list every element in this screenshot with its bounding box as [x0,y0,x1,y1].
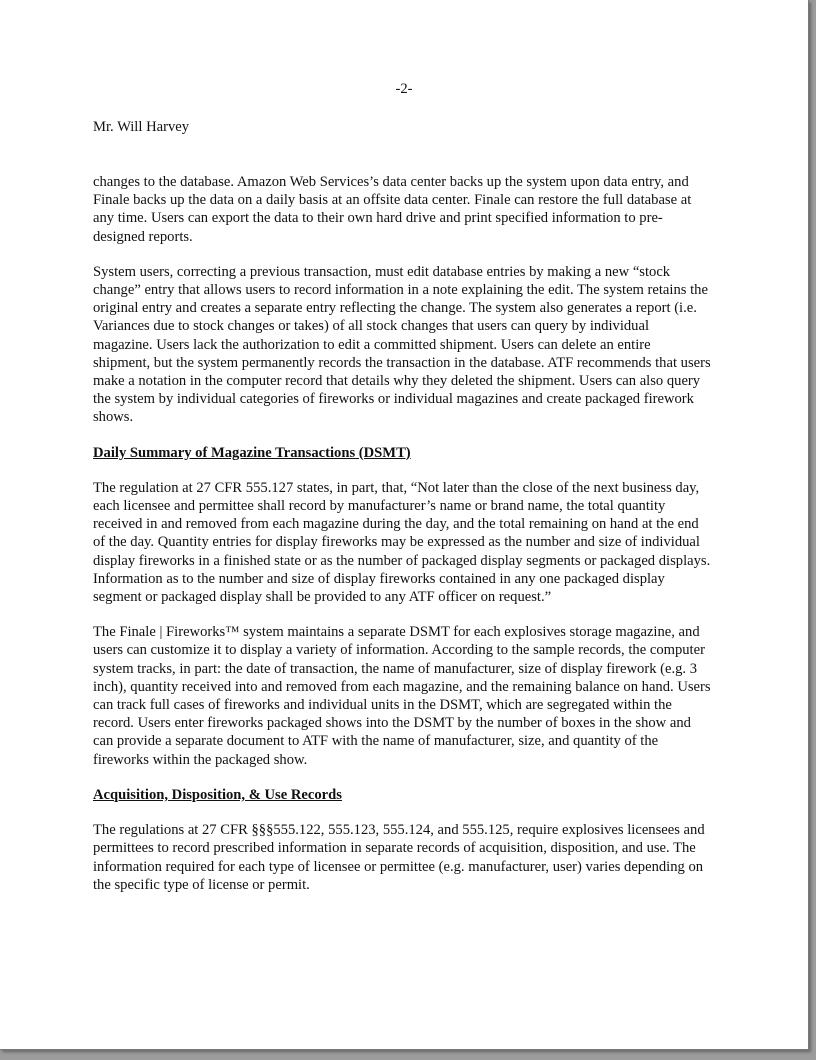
paragraph-backup: changes to the database. Amazon Web Services’s data center backs up the system upon data entry, and Finale backs up the data on a daily basis at an offsite data center. Finale can restore the full database at any time. Users can export the data to their own hard drive and print specified information to pre-designed reports. [93,174,692,245]
section-heading-adu: Acquisition, Disposition, & Use Records [93,786,342,803]
section-heading-dsmt: Daily Summary of Magazine Transactions (DSMT) [93,444,411,461]
paragraph-dsmt-regulation: The regulation at 27 CFR 555.127 states, in part, that, “Not later than the close of the next business day, each licensee and permittee shall record by manufacturer’s name or brand name, the total quantity received in and removed from each magazine during the day, and the total remaining on hand at the end of the day. Quantity entries for display fireworks may be expressed as the number and size of individual display fireworks in a finished state or as the number of packaged display segments or packaged displays. Information as to the number and size of display fireworks contained in any one packaged display segment or packaged display shall be provided to any ATF officer on request.” [93,479,711,606]
paragraph-stock-change: System users, correcting a previous transaction, must edit database entries by making a new “stock change” entry that allows users to record information in a note explaining the edit. The system retains the original entry and creates a separate entry reflecting the change. The system also generates a report (i.e. Variances due to stock changes or takes) of all stock changes that users can query by individual magazine. Users lack the authorization to edit a committed shipment. Users can delete an entire shipment, but the system permanently records the transaction in the database. ATF recommends that users make a notation in the computer record that details why they deleted the shipment. Users can also query the system by individual categories of fireworks or individual magazines and create packaged firework shows. [93,263,711,426]
letter-body [93,173,711,911]
page-number: -2- [395,81,413,97]
addressee-line: Mr. Will Harvey [93,119,190,135]
paragraph-dsmt-system: The Finale | Fireworks™ system maintains a separate DSMT for each explosives storage magazine, and users can customize it to display a variety of information. According to the sample records, the computer system tracks, in part: the date of transaction, the name of manufacturer, size of display firework (e.g. 3 inch), quantity received into and removed from each magazine, and the remaining balance on hand. Users can track full cases of fireworks and individual units in the DSMT, which are segregated within the record. Users enter fireworks packaged shows into the DSMT by the number of boxes in the show and can provide a separate document to ATF with the name of manufacturer, size, and quantity of the fireworks within the packaged show. [93,624,711,768]
paragraph-adu-regulation: The regulations at 27 CFR §§§555.122, 555.123, 555.124, and 555.125, require explosives licensees and permittees to record prescribed information in separate records of acquisition, disposition, and use. The information required for each type of licensee or permittee (e.g. manufacturer, user) varies depending on the specific type of license or permit. [93,822,705,893]
